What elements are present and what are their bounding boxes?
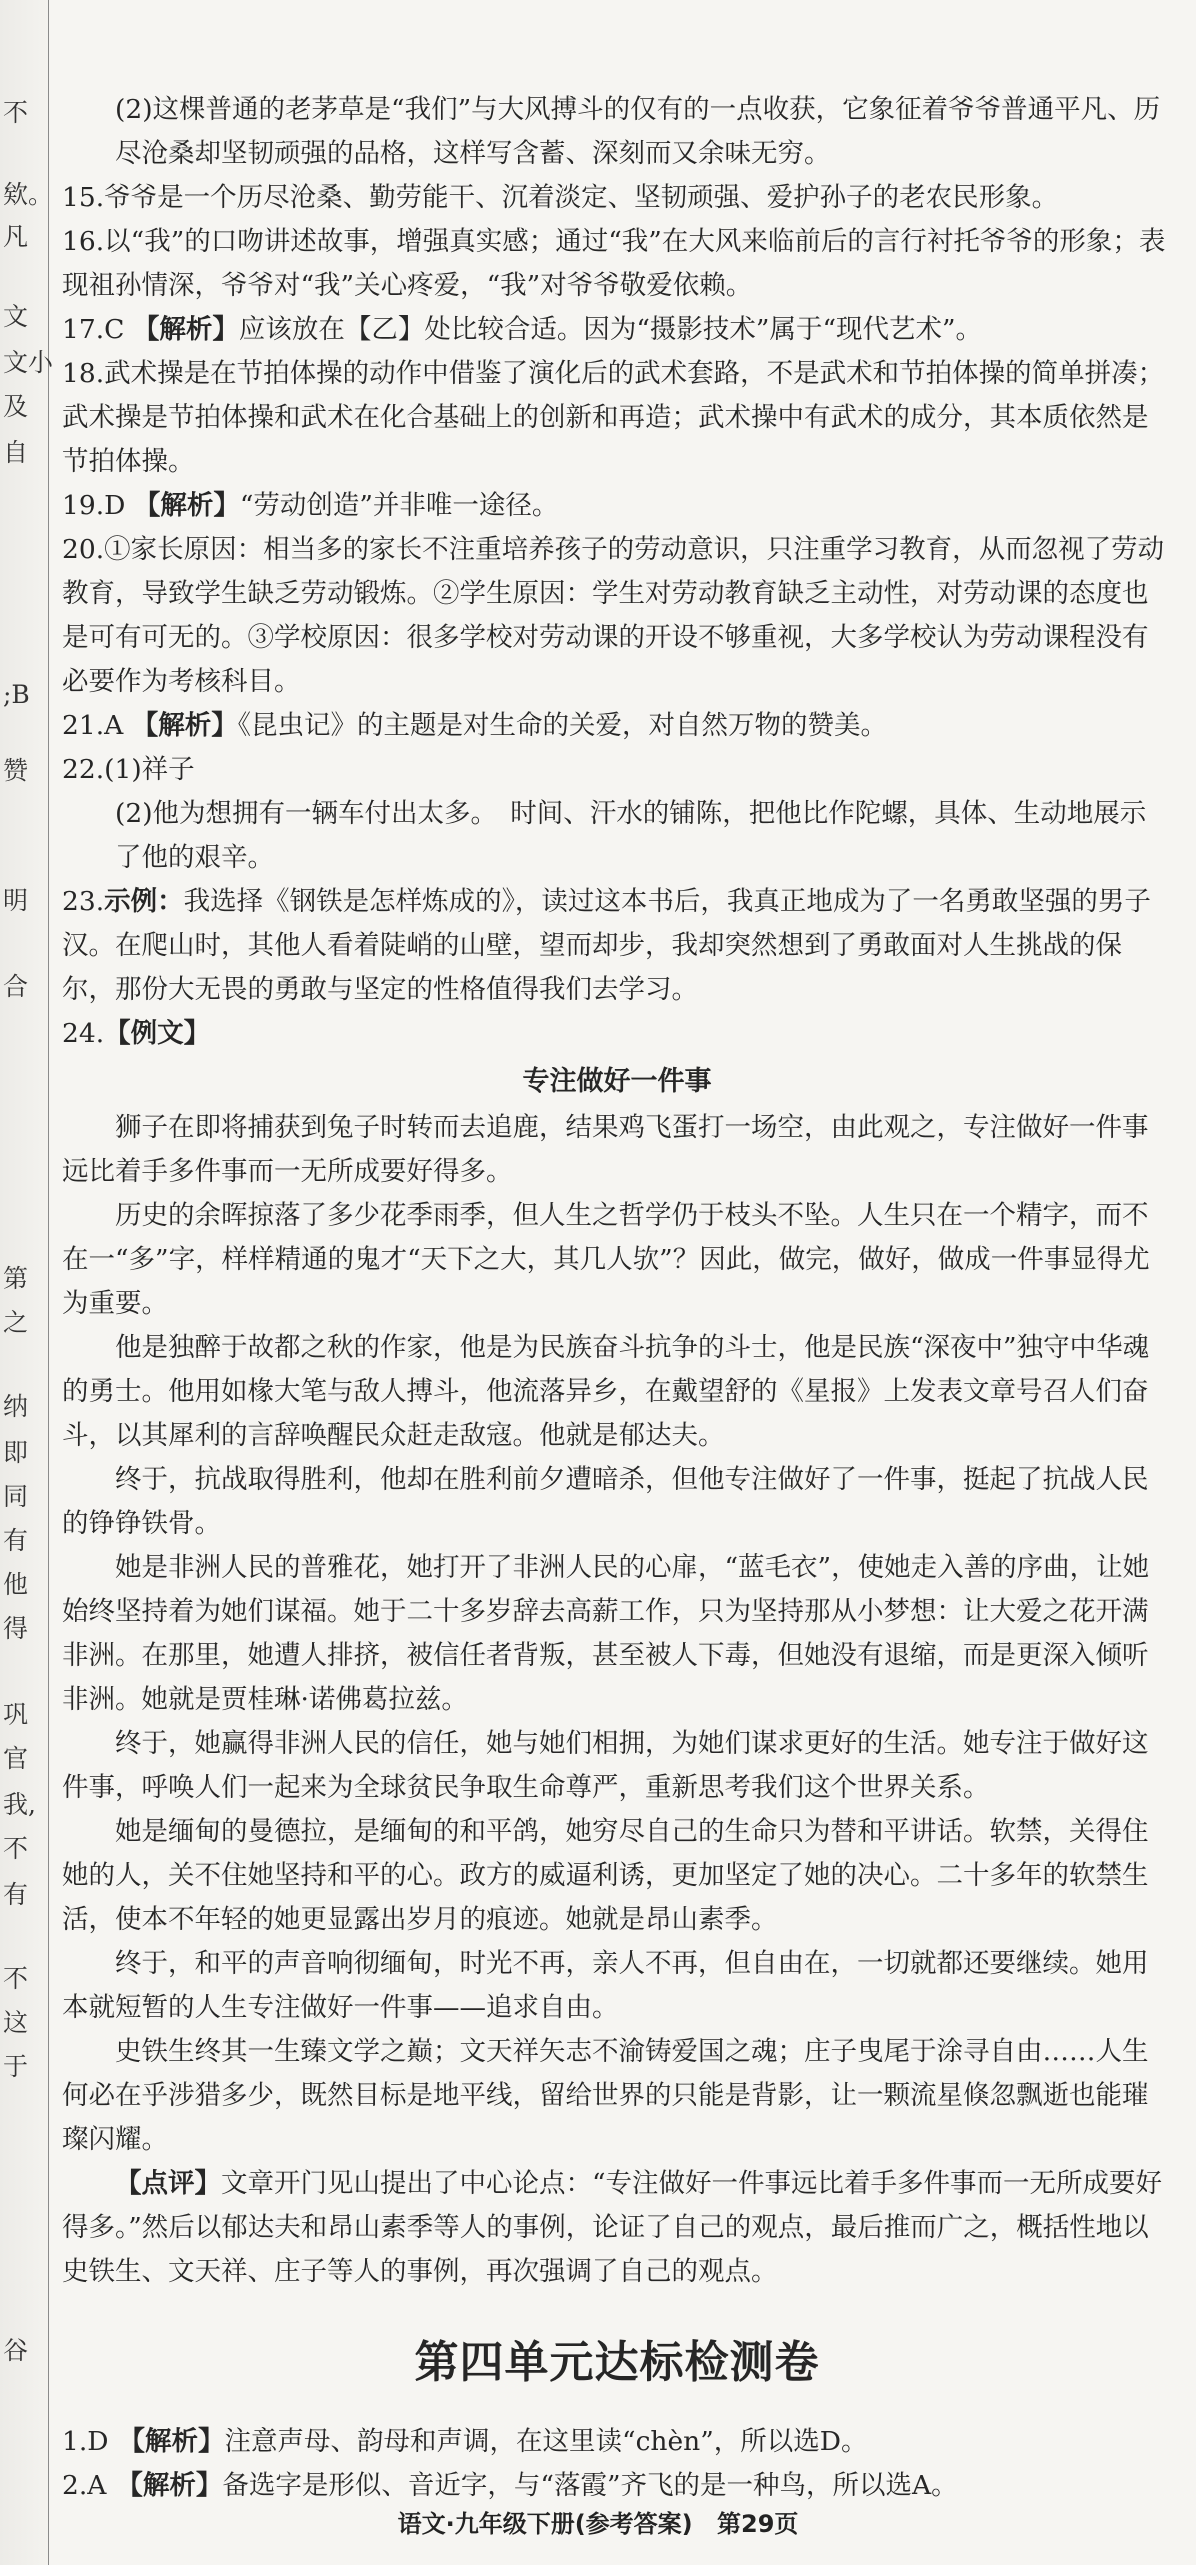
margin-fragment: 同 [3,1482,29,1511]
margin-fragment: 欸。 [3,180,54,209]
answer-24 [62,1012,1172,1056]
unit-answers [62,2420,1172,2508]
margin-fragment: 凡 [3,222,29,251]
answer-20: 20.①家长原因：相当多的家长不注重培养孩子的劳动意识，只注重学习教育，从而忽视了劳动教育，导致学生缺乏劳动锻炼。②学生原因：学生对劳动教育缺乏主动性，对劳动课的态度也是可有可无的。③学校原因：很多学校对劳动课的开设不够重视，大多学校认为劳动课程没有必要作为考核科目。 [62,534,1165,697]
margin-fragment: 有 [3,1880,29,1909]
essay-body [62,1106,1172,2162]
unit-answer-choice: 2.A [62,2470,107,2501]
answer-18: 18.武术操是在节拍体操的动作中借鉴了演化后的武术套路，不是武术和节拍体操的简单拼凑；武术操是节拍体操和武术在化合基础上的创新和再造；武术操中有武术的成分，其本质依然是节拍体操。 [62,358,1165,477]
margin-fragment: 明 [3,886,29,915]
unit-answer-text: 备选字是形似、音近字，与“落霞”齐飞的是一种鸟，所以选A。 [222,2470,958,2501]
footer-subject: 语文·九年级下册(参考答案) [397,2510,693,2538]
margin-fragment: 官 [3,1744,29,1773]
answer-16: 16.以“我”的口吻讲述故事，增强真实感；通过“我”在大风来临前后的言行衬托爷爷的形象；表现祖孙情深，爷爷对“我”关心疼爱，“我”对爷爷敬爱依赖。 [62,226,1166,301]
unit-answer-1 [62,2420,1172,2464]
margin-fragment: ;B [3,680,30,709]
margin-fragment: 我, [3,1790,36,1819]
answer-22-1: 22.(1)祥子 [62,754,195,785]
analysis-tag: 【解析】 [116,2470,223,2501]
sample-essay-tag: 【例文】 [104,1018,211,1049]
essay-paragraph: 终于，抗战取得胜利，他却在胜利前夕遭暗杀，但他专注做好了一件事，挺起了抗战人民的铮铮铁骨。 [62,1464,1149,1539]
margin-fragment: 他 [3,1570,29,1599]
margin-fragment: 第 [3,1264,29,1293]
margin-fragment: 不 [3,98,29,127]
margin-fragment: 不 [3,1964,29,1993]
essay-paragraph: 她是非洲人民的普雅花，她打开了非洲人民的心扉，“蓝毛衣”，使她走入善的序曲，让她始终坚持着为她们谋福。她于二十多岁辞去高薪工作，只为坚持那从小梦想：让大爱之花开满非洲。在那里，她遭人排挤，被信任者背叛，甚至被人下毒，但她没有退缩，而是更深入倾听非洲。她就是贾桂琳·诺佛葛拉兹。 [62,1552,1150,1715]
answer-15: 15.爷爷是一个历尽沧桑、勤劳能干、沉着淡定、坚韧顽强、爱护孙子的老农民形象。 [62,182,1059,213]
unit-answer-text: 注意声母、韵母和声调，在这里读“chèn”，所以选D。 [224,2426,868,2457]
essay-title: 专注做好一件事 [522,1066,712,1097]
essay-paragraph: 史铁生终其一生臻文学之巅；文天祥矢志不渝铸爱国之魂；庄子曳尾于涂寻自由……人生何必在乎涉猎多少，既然目标是地平线，留给世界的只能是背影，让一颗流星倏忽飘逝也能璀璨闪耀。 [62,2036,1149,2155]
answer-21 [62,704,1172,748]
essay-paragraph: 终于，和平的声音响彻缅甸，时光不再，亲人不再，但自由在，一切就都还要继续。她用本就短暂的人生专注做好一件事——追求自由。 [62,1948,1149,2023]
answer-19-text: “劳动创造”并非唯一途径。 [239,490,559,521]
answer-17-text: 应该放在【乙】处比较合适。因为“摄影技术”属于“现代艺术”。 [238,314,983,345]
answer-22-2: (2)他为想拥有一辆车付出太多。 时间、汗水的铺陈，把他比作陀螺，具体、生动地展示了他的艰辛。 [115,798,1147,873]
answer-14-2: (2)这棵普通的老茅草是“我们”与大风搏斗的仅有的一点收获，它象征着爷爷普通平凡、历尽沧桑却坚韧顽强的品格，这样写含蓄、深刻而又余味无穷。 [115,94,1161,169]
unit-answer-2 [62,2464,1172,2508]
answer-23 [62,880,1172,1012]
margin-fragment: 这 [3,2008,29,2037]
analysis-tag: 【解析】 [131,710,238,741]
footer-page-number: 第29页 [717,2510,799,2538]
margin-fragment: 合 [3,972,29,1001]
margin-fragment: 之 [3,1308,29,1337]
essay-paragraph: 她是缅甸的曼德拉，是缅甸的和平鸽，她穷尽自己的生命只为替和平讲话。软禁，关得住她的人，关不住她坚持和平的心。政方的威逼利诱，更加坚定了她的决心。二十多年的软禁生活，使本不年轻的她更显露出岁月的痕迹。她就是昂山素季。 [62,1816,1149,1935]
example-label: 示例： [104,886,184,917]
analysis-tag: 【解析】 [132,314,239,345]
left-margin-fragments [0,0,54,2565]
margin-fragment: 文小 [3,348,54,377]
margin-fragment: 于 [3,2052,29,2081]
essay-paragraph: 狮子在即将捕获到兔子时转而去追鹿，结果鸡飞蛋打一场空，由此观之，专注做好一件事远比着手多件事而一无所成要好得多。 [62,1112,1149,1187]
answer-19 [62,484,1172,528]
analysis-tag: 【解析】 [118,2426,225,2457]
margin-fragment: 得 [3,1614,29,1643]
answer-21-text: 《昆虫记》的主题是对生命的关爱，对自然万物的赞美。 [237,710,887,741]
margin-fragment: 即 [3,1438,29,1467]
margin-fragment: 谷 [3,2336,29,2365]
page-footer [0,2504,1196,2539]
margin-fragment: 文 [3,302,29,331]
margin-fragment: 纳 [3,1392,29,1421]
essay-paragraph: 终于，她赢得非洲人民的信任，她与她们相拥，为她们谋求更好的生活。她专注于做好这件事，呼唤人们一起来为全球贫民争取生命尊严，重新思考我们这个世界关系。 [62,1728,1149,1803]
answer-17-choice: 17.C [62,314,125,345]
unit-title: 第四单元达标检测卷 [414,2337,820,2388]
margin-fragment: 自 [3,438,29,467]
unit-answer-choice: 1.D [62,2426,109,2457]
essay-comment [62,2162,1172,2294]
answer-23-text: 我选择《钢铁是怎样炼成的》，读过这本书后，我真正地成为了一名勇敢坚强的男子汉。在爬山时，其他人看着陡峭的山壁，望而却步，我却突然想到了勇敢面对人生挑战的保尔，那份大无畏的勇敢与坚定的性格值得我们去学习。 [62,886,1151,1005]
answer-21-choice: 21.A [62,710,124,741]
answer-19-choice: 19.D [62,490,126,521]
essay-paragraph: 他是独醉于故都之秋的作家，他是为民族奋斗抗争的斗士，他是民族“深夜中”独守中华魂的勇士。他用如椽大笔与敌人搏斗，他流落异乡，在戴望舒的《星报》上发表文章号召人们奋斗，以其犀利的言辞唤醒民众赶走敌寇。他就是郁达夫。 [62,1332,1150,1451]
margin-fragment: 有 [3,1526,29,1555]
analysis-tag: 【解析】 [133,490,240,521]
comment-tag: 【点评】 [115,2168,221,2199]
margin-fragment: 及 [3,392,29,421]
margin-fragment: 巩 [3,1700,29,1729]
essay-paragraph: 历史的余晖掠落了多少花季雨季，但人生之哲学仍于枝头不坠。人生只在一个精字，而不在一“多”字，样样精通的鬼才“天下之大，其几人欤”？因此，做完，做好，做成一件事显得尤为重要。 [62,1200,1150,1319]
comment-text: 文章开门见山提出了中心论点：“专注做好一件事远比着手多件事而一无所成要好得多。”然后以郁达夫和昂山素季等人的事例，论证了自己的观点，最后推而广之，概括性地以史铁生、文天祥、庄子等人的事例，再次强调了自己的观点。 [62,2168,1163,2287]
margin-fragment: 赞 [3,756,29,785]
margin-fragment: 不 [3,1834,29,1863]
answer-17 [62,308,1172,352]
answer-23-number: 23. [62,886,105,917]
answer-content [62,88,1172,2508]
answer-24-number: 24. [62,1018,105,1049]
